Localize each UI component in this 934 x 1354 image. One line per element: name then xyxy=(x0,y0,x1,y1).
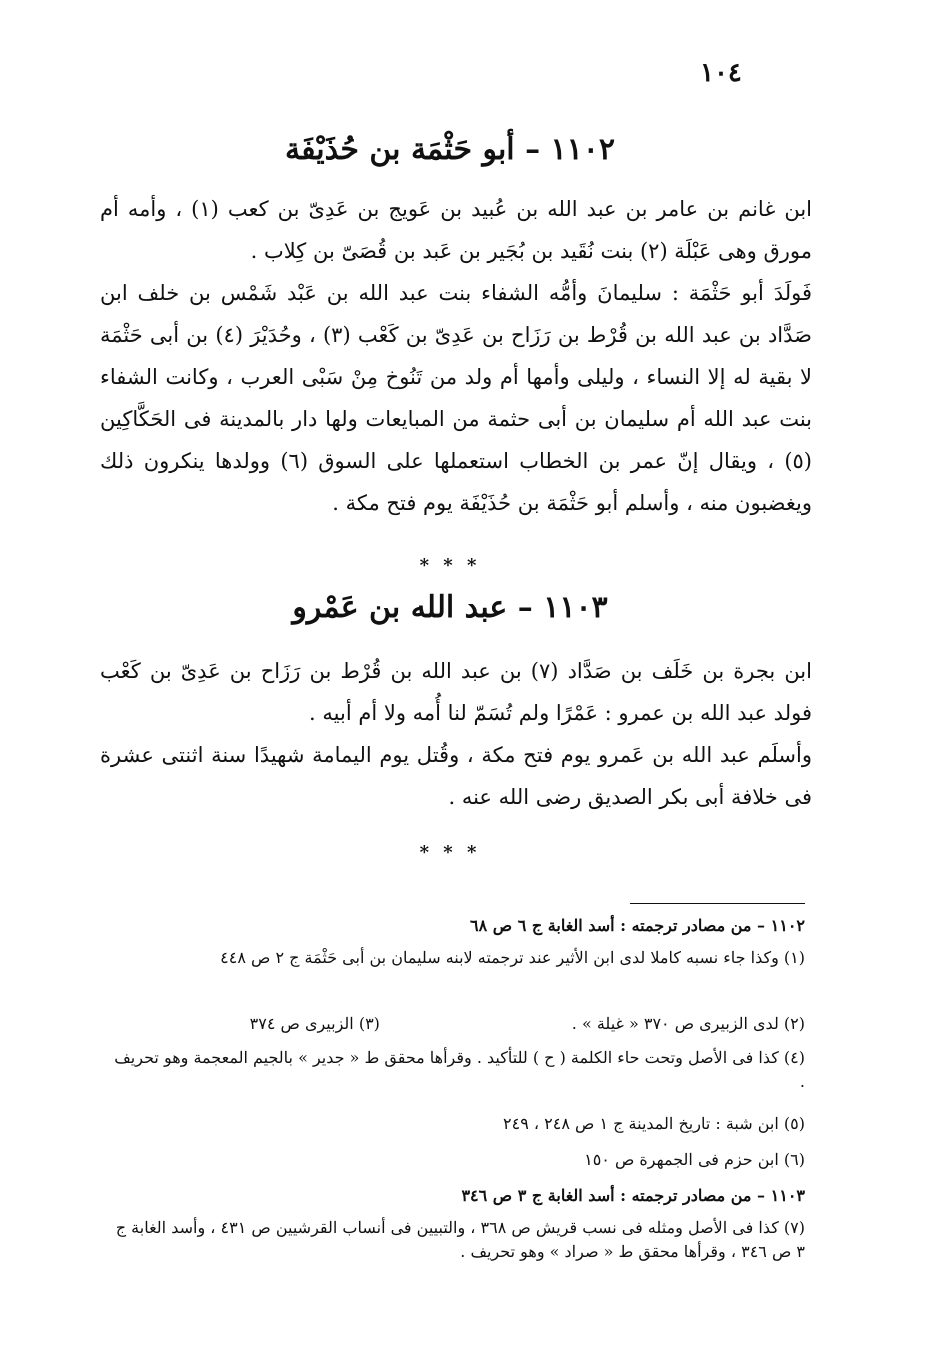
entry-title-1102: ١١٠٢ – أبو حَثْمَة بن حُذَيْفَة xyxy=(285,132,615,167)
section-separator: * * * xyxy=(419,555,481,576)
entry-1102-paragraph-2: فَولَدَ أبو حَثْمَة : سليمانَ وأمُّه الشفاء بنت عبد الله بن عَبْد شَمْس بن خلف ابن صَدَّاد بن عبد الله بن قُرْط بن رَزَاح بن عَدِىّ بن كَعْب (٣) ، وحُدَيْرَ (٤) بن أبى حَثْمَة لا بقية له إلا النساء ، وليلى وأمها أم ولد من تَنُوخ مِنْ سَبْى العرب ، وكانت الشفاء بنت عبد الله أم سليمان بن أبى حثمة من المبايعات ولها دار بالمدينة فى الحَكَّاكِين (٥) ، ويقال إنّ عمر بن الخطاب استعملها على السوق (٦) وولدها ينكرون ذلك ويغضبون منه ، وأسلم أبو حَثْمَة بن حُذَيْفَة يوم فتح مكة . xyxy=(100,281,812,515)
entry-1102-paragraph-1: ابن غانم بن عامر بن عبد الله بن عُبيد بن عَويج بن عَدِىّ بن كعب (١) ، وأمه أم مورق وهى عَبْلَة (٢) بنت نُقَيد بن بُجَير بن عَبد بن قُصَىّ بن كِلاب . xyxy=(100,197,812,263)
footnote-2: (٢) لدى الزبيرى ص ٣٧٠ « غيلة » . xyxy=(571,1014,805,1033)
footnote-sources-1102: ١١٠٢ – من مصادر ترجمته : أسد الغابة ج ٦ ص ٦٨ xyxy=(470,916,805,935)
footnote-3: (٣) الزبيرى ص ٣٧٤ xyxy=(249,1014,380,1033)
footnote-sources-1103: ١١٠٣ – من مصادر ترجمته : أسد الغابة ج ٣ ص ٣٤٦ xyxy=(461,1186,805,1205)
section-separator: * * * xyxy=(419,842,481,863)
footnote-1: (١) وكذا جاء نسبه كاملا لدى ابن الأثير عند ترجمته لابنه سليمان بن أبى حَثْمَة ج ٢ ص ٤٤٨ xyxy=(220,948,805,967)
entry-title-1103: ١١٠٣ – عبد الله بن عَمْرو xyxy=(292,590,608,625)
footnote-6: (٦) ابن حزم فى الجمهرة ص ١٥٠ xyxy=(584,1150,805,1169)
footnote-row-2-3 xyxy=(105,1012,805,1036)
entry-1103-paragraph-1: ابن بجرة بن خَلَف بن صَدَّاد (٧) بن عبد الله بن قُرْط بن رَزَاح بن عَدِىّ بن كَعْب فولد عبد الله بن عمرو : عَمْرًا ولم تُسَمّ لنا أُمه ولا أم أبيه . xyxy=(100,659,812,725)
footnote-7: (٧) كذا فى الأصل ومثله فى نسب قريش ص ٣٦٨ ، والتبيين فى أنساب القرشيين ص ٤٣١ ، وأسد الغابة ج ٣ ص ٣٤٦ ، وقرأها محقق ط « صراد » وهو تحريف . xyxy=(115,1218,805,1261)
entry-1103-paragraph-2: وأسلَم عبد الله بن عَمرو يوم فتح مكة ، وقُتل يوم اليمامة شهيدًا سنة اثنتى عشرة فى خلافة أبى بكر الصديق رضى الله عنه . xyxy=(100,743,812,809)
footnote-4: (٤) كذا فى الأصل وتحت حاء الكلمة ( ح ) للتأكيد . وقرأها محقق ط « جدير » بالجيم المعجمة وهو تحريف . xyxy=(114,1048,805,1091)
page-number: ١٠٤ xyxy=(700,58,742,88)
footnote-5: (٥) ابن شبة : تاريخ المدينة ج ١ ص ٢٤٨ ، ٢٤٩ xyxy=(503,1114,805,1133)
footnote-divider xyxy=(630,903,805,904)
